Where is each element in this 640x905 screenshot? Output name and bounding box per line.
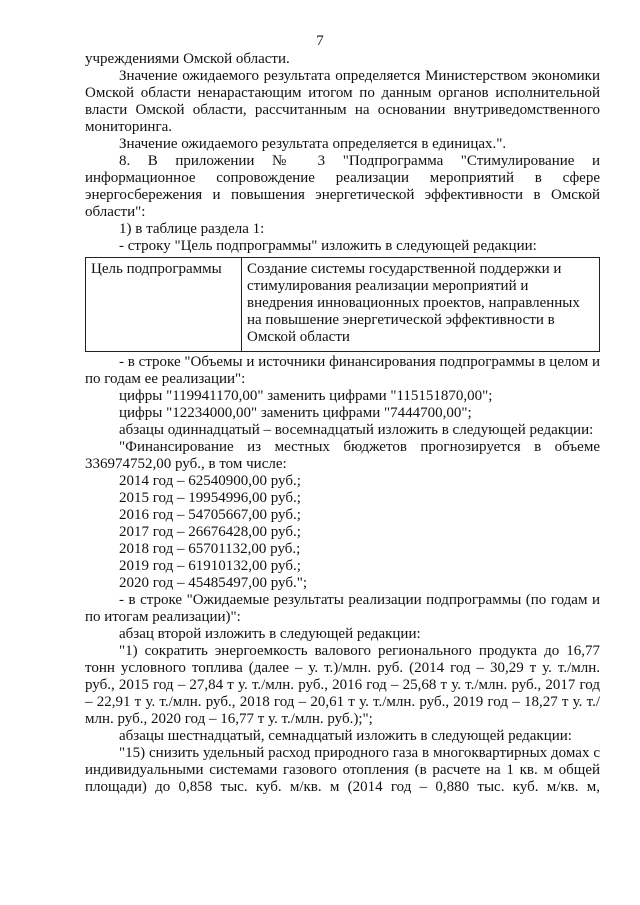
document-body	[85, 51, 600, 796]
paragraph: "15) снизить удельный расход природного газа в многоквартирных домах с индивидуальными системами газового отопления (в расчете на 1 кв. м общей площади) до 0,858 тыс. куб. м/кв. м (2014 год – 0,880 тыс. куб. м/кв. м,	[85, 745, 600, 795]
paragraph: Значение ожидаемого результата определяется в единицах.".	[119, 136, 507, 152]
list-item: 2017 год – 26676428,00 руб.;	[119, 524, 301, 540]
goal-table	[85, 257, 600, 352]
list-item: 2020 год – 45485497,00 руб.";	[119, 575, 308, 591]
list-item: 2019 год – 61910132,00 руб.;	[119, 558, 301, 574]
page-number: 7	[316, 33, 324, 49]
paragraph: - в строке "Объемы и источники финансирования подпрограммы в целом и по годам ее реализации":	[85, 354, 600, 387]
paragraph: цифры "12234000,00" заменить цифрами "7444700,00";	[119, 405, 472, 421]
list-item: 2015 год – 19954996,00 руб.;	[119, 490, 301, 506]
list-item: 2018 год – 65701132,00 руб.;	[119, 541, 301, 557]
list-item: 2014 год – 62540900,00 руб.;	[119, 473, 301, 489]
paragraph: - строку "Цель подпрограммы" изложить в следующей редакции:	[119, 238, 537, 254]
paragraph: цифры "119941170,00" заменить цифрами "115151870,00";	[119, 388, 493, 404]
paragraph: абзац второй изложить в следующей редакции:	[119, 626, 421, 642]
paragraph: Значение ожидаемого результата определяется Министерством экономики Омской области ненарастающим итогом по данным органов исполнительной власти Омской области, рассчитанным на основании внутриведомственного мониторинга.	[85, 68, 600, 135]
paragraph: - в строке "Ожидаемые результаты реализации подпрограммы (по годам и по итогам реализации)":	[85, 592, 600, 625]
paragraph: 8. В приложении № 3 "Подпрограмма "Стимулирование и информационное сопровождение реализации мероприятий в сфере энергосбережения и повышения энергетической эффективности в Омской области":	[85, 153, 600, 220]
paragraph: "1) сократить энергоемкость валового регионального продукта до 16,77 тонн условного топлива (далее – у. т.)/млн. руб. (2014 год – 30,29 т у. т./млн. руб., 2015 год – 27,84 т у. т./млн. руб., 2016 год – 25,68 т у. т./млн. руб., 2017 год – 22,91 т у. т./млн. руб., 2018 год – 20,61 т у. т./млн. руб., 2019 год – 18,27 т у. т./млн. руб., 2020 год – 16,77 т у. т./млн. руб.);";	[85, 643, 600, 727]
paragraph: абзацы шестнадцатый, семнадцатый изложить в следующей редакции:	[119, 728, 572, 744]
paragraph: "Финансирование из местных бюджетов прогнозируется в объеме 336974752,00 руб., в том числе:	[85, 439, 600, 472]
table-label-cell: Цель подпрограммы	[86, 258, 242, 352]
list-item: 2016 год – 54705667,00 руб.;	[119, 507, 301, 523]
paragraph: абзацы одиннадцатый – восемнадцатый изложить в следующей редакции:	[119, 422, 594, 438]
table-row	[86, 258, 600, 352]
paragraph: 1) в таблице раздела 1:	[119, 221, 265, 237]
paragraph: учреждениями Омской области.	[85, 51, 290, 67]
table-value-cell: Создание системы государственной поддержки и стимулирования реализации мероприятий и внедрения инновационных проектов, направленных на повышение энергетической эффективности в Омской области	[242, 258, 600, 352]
